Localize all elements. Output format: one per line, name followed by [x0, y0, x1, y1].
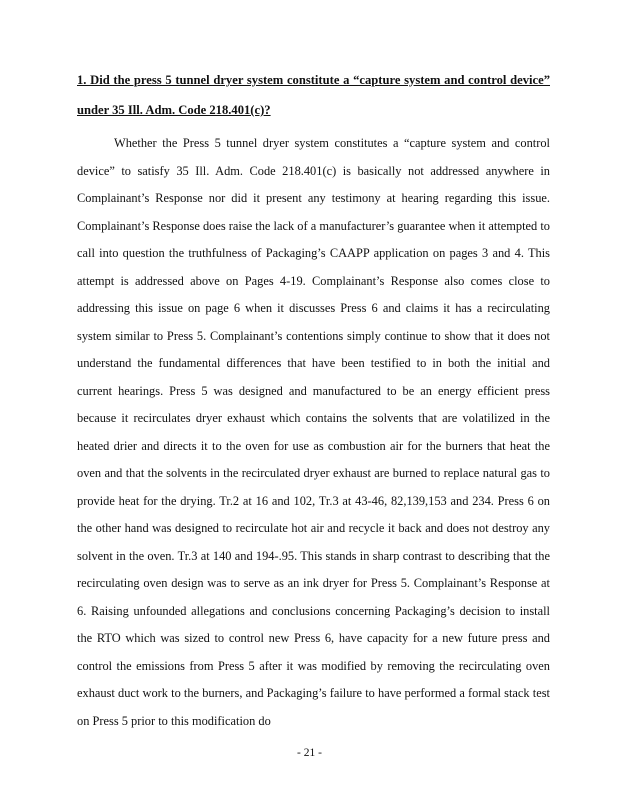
- section-heading-line-1: 1. Did the press 5 tunnel dryer system constitute a “capture system and control device”: [77, 73, 550, 87]
- section-heading-line-2: under 35 Ill. Adm. Code 218.401(c)?: [77, 103, 271, 117]
- body-paragraph: Whether the Press 5 tunnel dryer system constitutes a “capture system and control device” to satisfy 35 Ill. Adm. Code 218.401(c) is basically not addressed anywhere in Complainant’s Response nor did it present any testimony at hearing regarding this issue. Complainant’s Response does raise the lack of a manufacturer’s guarantee when it attempted to call into question the truthfulness of Packaging’s CAAPP application on pages 3 and 4. This attempt is addressed above on Pages 4-19. Complainant’s Response also comes close to addressing this issue on page 6 when it discusses Press 6 and claims it has a recirculating system similar to Press 5. Complainant’s contentions simply continue to show that it does not understand the fundamental differences that have been testified to in both the initial and current hearings. Press 5 was designed and manufactured to be an energy efficient press because it recirculates dryer exhaust which contains the solvents that are volatilized in the heated drier and directs it to the oven for use as combustion air for the burners that heat the oven and that the solvents in the recirculated dryer exhaust are burned to replace natural gas to provide heat for the drying. Tr.2 at 16 and 102, Tr.3 at 43-46, 82,139,153 and 234. Press 6 on the other hand was designed to recirculate hot air and recycle it back and does not destroy any solvent in the oven. Tr.3 at 140 and 194-.95. This stands in sharp contrast to describing that the recirculating oven design was to serve as an ink dryer for Press 5. Complainant’s Response at 6. Raising unfounded allegations and conclusions concerning Packaging’s decision to install the RTO which was sized to control new Press 6, have capacity for a new future press and control the emissions from Press 5 after it was modified by removing the recirculating oven exhaust duct work to the burners, and Packaging’s failure to have performed a formal stack test on Press 5 prior to this modification do: [77, 136, 550, 728]
- page-number: - 21 -: [297, 747, 322, 759]
